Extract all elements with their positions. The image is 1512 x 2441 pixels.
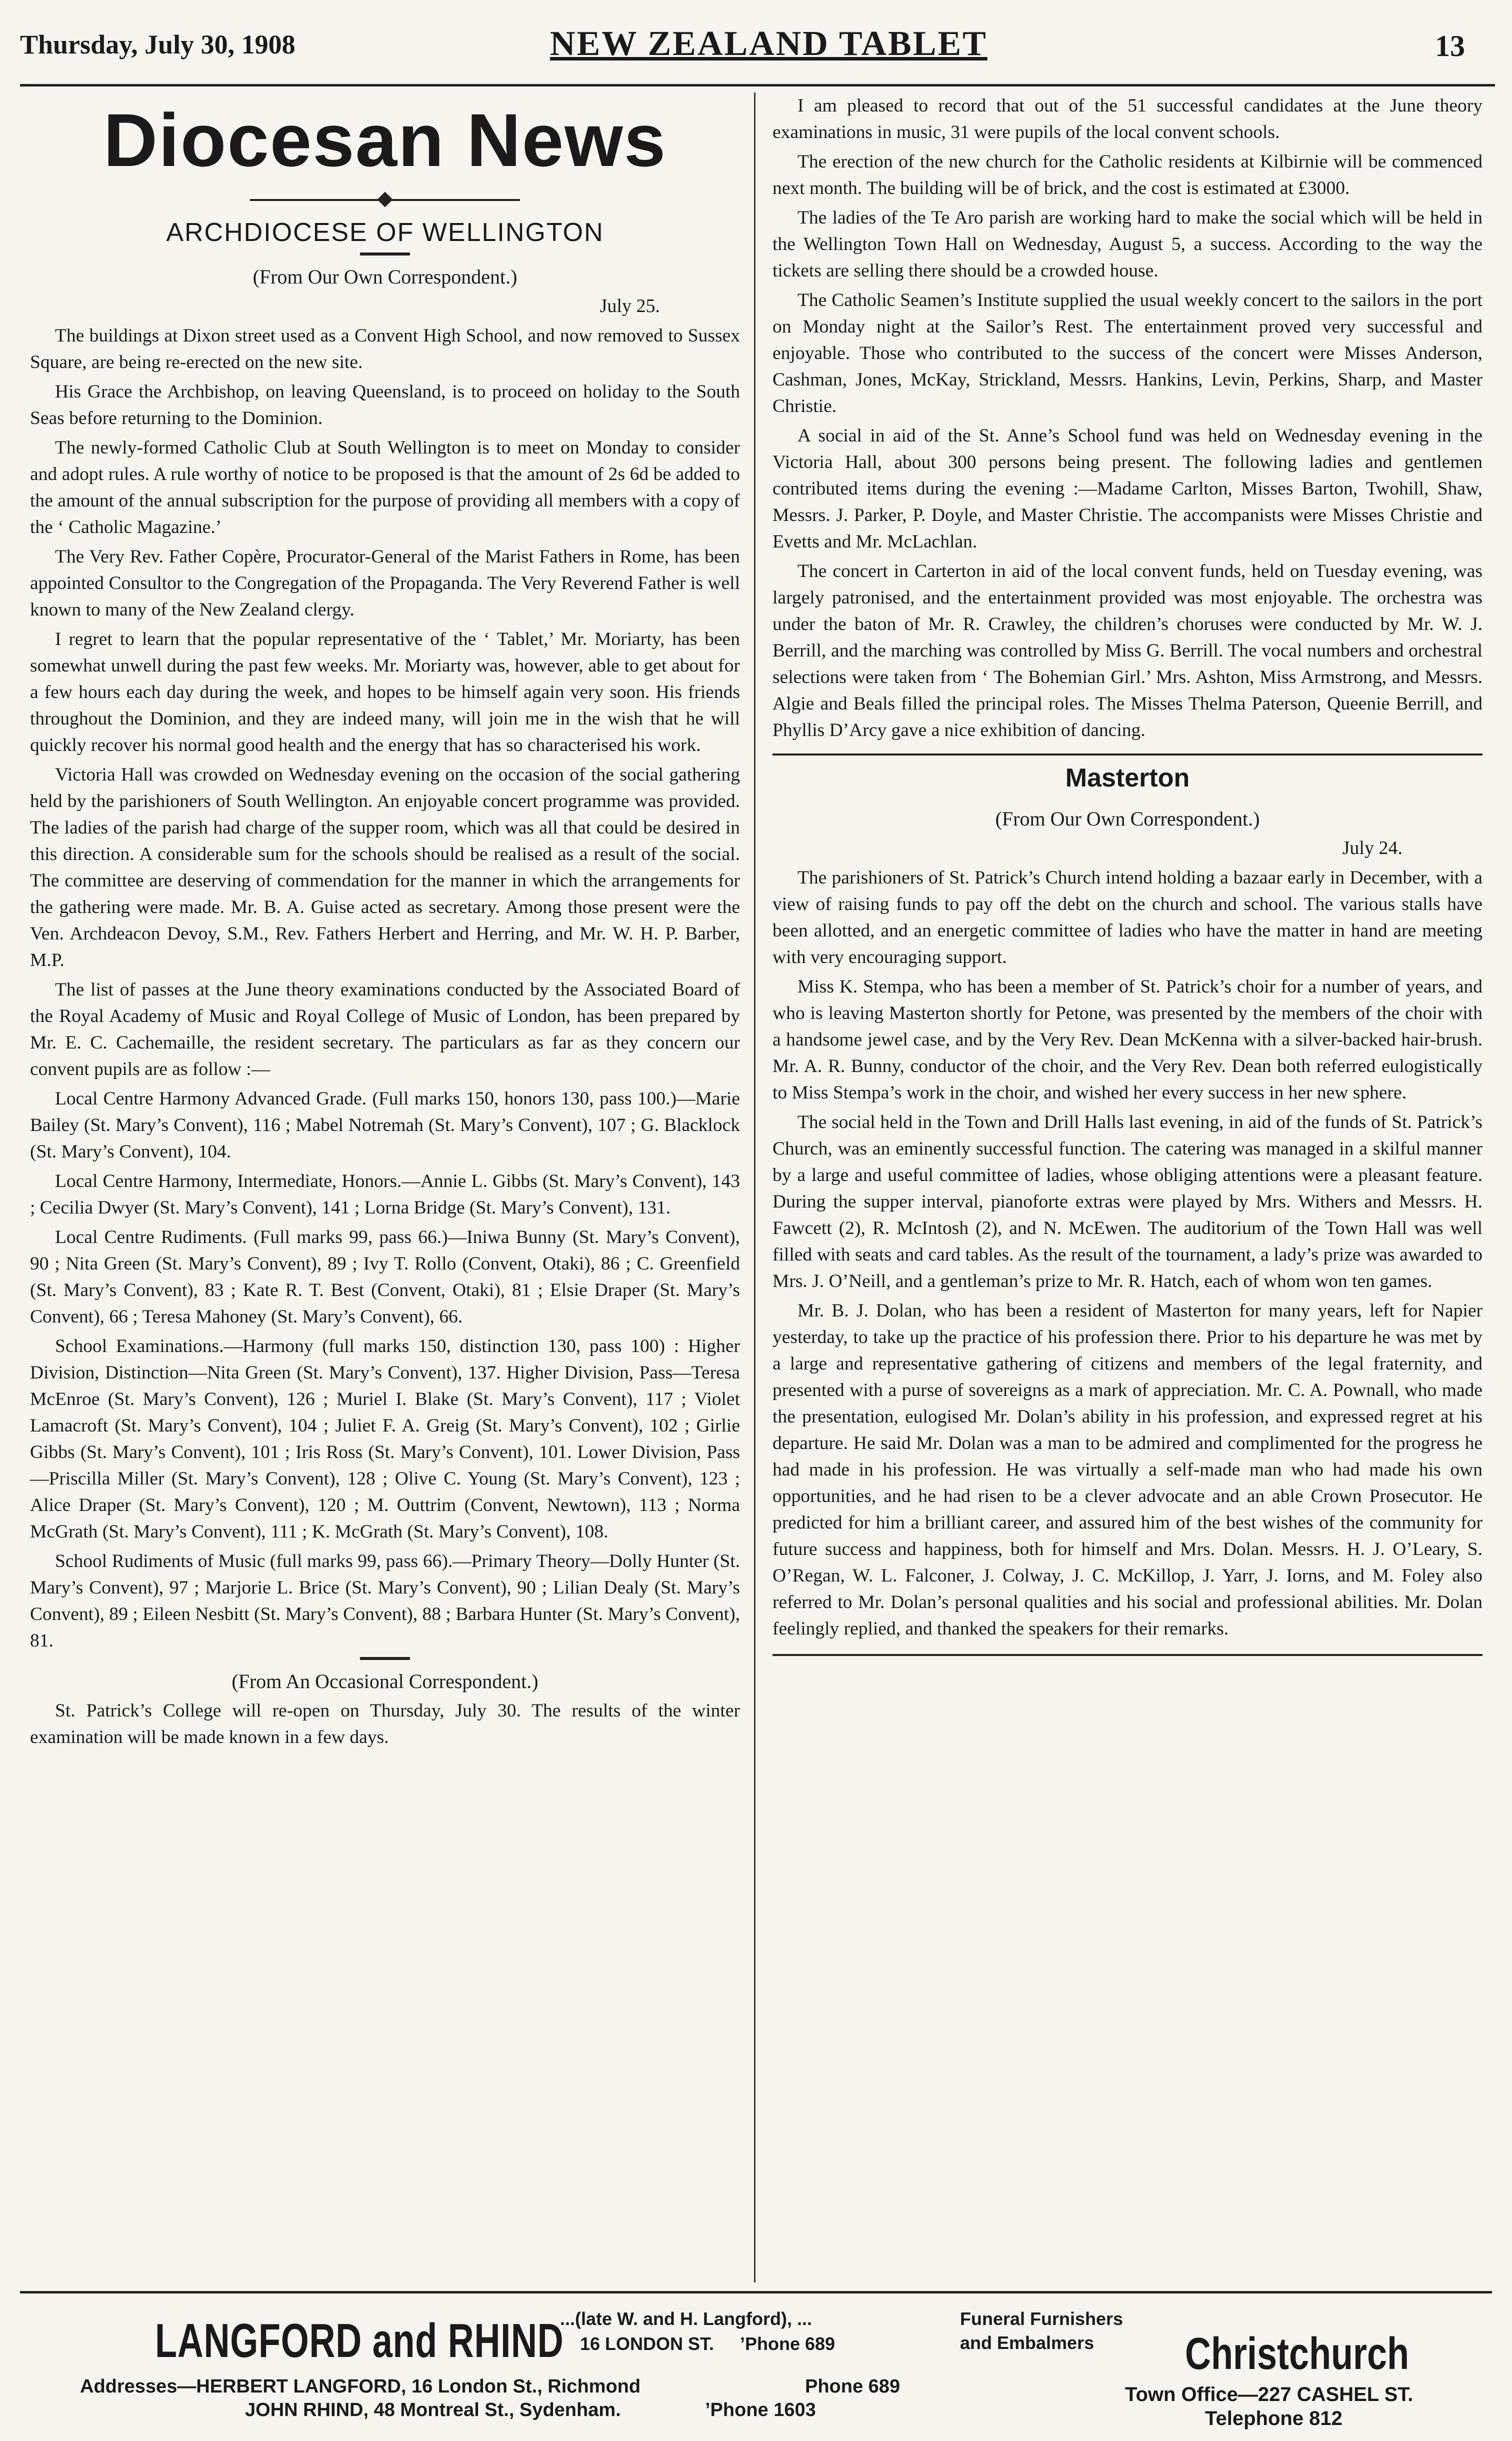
advert-city: Christchurch (1185, 2329, 1410, 2379)
correspondent-credit: (From Our Own Correspondent.) (995, 808, 1260, 830)
section-title: Diocesan News (103, 98, 667, 182)
correspondent-credit: (From Our Own Correspondent.) (252, 266, 518, 288)
advert-address: Addresses—HERBERT LANGFORD, 16 London St., Richmond (80, 2376, 641, 2397)
advert-service: and Embalmers (960, 2332, 1094, 2353)
occasional-correspondent-credit: (From An Occasional Correspondent.) (232, 1670, 538, 1692)
article-paragraph: Victoria Hall was crowded on Wednesday evening on the occasion of the social gathering held by the parishioners of South Wellington. An enjoyable concert programme was provided. The ladies of the parish had charge of the supper room, which was all that could be desired in this direction. A considerable sum for the schools should be realised as a result of the social. The committee are deserving of commendation for the manner in which the arrangements for the gathering were made. Mr. B. A. Guise acted as secretary. Among those present were the Ven. Archdeacon Devoy, S.M., Rev. Fathers Herbert and Herring, and Mr. W. H. P. Barber, M.P. (30, 764, 740, 970)
article-paragraph: The ladies of the Te Aro parish are working hard to make the social which will be held in the Wellington Town Hall on Wednesday, August 5, a success. According to the way the tickets are selling there should be a crowded house. (772, 208, 1482, 281)
archdiocese-heading: ARCHDIOCESE OF WELLINGTON (166, 218, 604, 247)
article-paragraph: The buildings at Dixon street used as a Convent High School, and now removed to Sussex Square, are being re-erected on the new site. (30, 326, 740, 372)
article-paragraph: The Catholic Seamen’s Institute supplied the usual weekly concert to the sailors in the port on Monday night at the Sailor’s Rest. The entertainment proved very successful and enjoyable. Those who contributed to the success of the concert were Misses Anderson, Cashman, Jones, McKay, Strickland, Messrs. Hankins, Levin, Perkins, Sharp, and Master Christie. (772, 290, 1482, 416)
end-rule (772, 1654, 1482, 1656)
ornament-divider (30, 192, 740, 208)
masterton-heading: Masterton (772, 754, 1482, 796)
article-paragraph: School Rudiments of Music (full marks 99, pass 66).—Primary Theory—Dolly Hunter (St. Mary’s Convent), 97 ; Marjorie L. Brice (St. Mary’s Convent), 90 ; Lilian Dealy (St. Mary’s Convent), 89 ; Eileen Nesbitt (St. Mary’s Convent), 88 ; Barbara Hunter (St. Mary’s Convent), 81. (30, 1551, 740, 1651)
article-paragraph: His Grace the Archbishop, on leaving Queensland, is to proceed on holiday to the South Seas before returning to the Dominion. (30, 382, 740, 428)
article-paragraph: Local Centre Rudiments. (Full marks 99, pass 66.)—Iniwa Bunny (St. Mary’s Convent), 90 ; Nita Green (St. Mary’s Convent), 89 ; Ivy T. Rollo (Convent, Otaki), 86 ; C. Greenfield (St. Mary’s Convent), 83 ; Kate R. T. Best (Convent, Otaki), 81 ; Elsie Draper (St. Mary’s Convent), 66 ; Teresa Mahoney (St. Mary’s Convent), 66. (30, 1227, 740, 1327)
article-paragraph: The erection of the new church for the Catholic residents at Kilbirnie will be commenced next month. The building will be of brick, and the cost is estimated at £3000. (772, 152, 1482, 198)
article-paragraph: Mr. B. J. Dolan, who has been a resident of Masterton for many years, left for Napier yesterday, to take up the practice of his profession there. Prior to his departure he was met by a large and representative gathering of citizens and members of the legal fraternity, and presented with a purse of sovereigns as a mark of appreciation. Mr. C. A. Pownall, who made the presentation, eulogised Mr. Dolan’s ability in his profession, and expressed regret at his departure. He said Mr. Dolan was a man to be admired and complimented for the progress he had made in his profession. He was virtually a self-made man who had made his own opportunities, and he had risen to be a clever advocate and an able Crown Prosecutor. He predicted for him a brilliant career, and assured him of the best wishes of the community for future success and happiness, both for himself and Mrs. Dolan. Messrs. H. J. O’Leary, S. O’Regan, W. L. Falconer, J. Colway, J. C. McKillop, J. Yarr, J. Iorns, and M. Foley also referred to Mr. Dolan’s personal qualities and his social and professional abilities. Mr. Dolan feelingly replied, and thanked the speakers for their remarks. (772, 1300, 1482, 1639)
article-paragraph: Miss K. Stempa, who has been a member of St. Patrick’s choir for a number of years, and who is leaving Masterton shortly for Petone, was presented by the members of the choir with a handsome jewel case, and by the Very Rev. Dean McKenna with a silver-backed hair-brush. Mr. A. R. Bunny, conductor of the choir, and the Very Rev. Dean both referred eulogistically to Miss Stempa’s work in the choir, and wished her every success in her new sphere. (772, 976, 1482, 1103)
advert-phone: ’Phone 1603 (705, 2400, 816, 2420)
right-column (772, 92, 1482, 1656)
article-paragraph: I regret to learn that the popular representative of the ‘ Tablet,’ Mr. Moriarty, has been somewhat unwell during the past few weeks. Mr. Moriarty was, however, able to get about for a few hours each day during the week, and hopes to be himself again very soon. His friends throughout the Dominion, and they are indeed many, will join me in the wish that he will quickly recover his normal good health and the energy that has so characterised his work. (30, 629, 740, 756)
short-divider (360, 1657, 410, 1660)
advert-street: 16 LONDON ST. (580, 2334, 714, 2354)
article-paragraph: St. Patrick’s College will re-open on Thursday, July 30. The results of the winter examination will be made known in a few days. (30, 1700, 740, 1748)
article-paragraph: A social in aid of the St. Anne’s School fund was held on Wednesday evening in the Victoria Hall, about 300 persons being present. The following ladies and gentlemen contributed items during the evening :—Madame Carlton, Misses Barton, Twohill, Shaw, Messrs. J. Parker, P. Doyle, and Master Christie. The accompanists were Misses Christie and Evetts and Mr. McLachlan. (772, 426, 1482, 552)
advert-phone: Phone 689 (805, 2376, 900, 2397)
advert-address: JOHN RHIND, 48 Montreal St., Sydenham. (245, 2400, 621, 2420)
advert-phone: ’Phone 689 (740, 2334, 836, 2354)
advertisement (20, 2291, 1492, 2438)
advert-service: Funeral Furnishers (960, 2308, 1124, 2329)
advert-town-office: Town Office—227 CASHEL ST. (1125, 2384, 1414, 2406)
dateline: July 25. (600, 296, 660, 316)
article-paragraph: The Very Rev. Father Copère, Procurator-General of the Marist Fathers in Rome, has been appointed Consultor to the Congregation of the Propaganda. The Very Reverend Father is well known to many of the New Zealand clergy. (30, 546, 740, 620)
article-paragraph: The list of passes at the June theory examinations conducted by the Associated Board of the Royal Academy of Music and Royal College of Music of London, has been prepared by Mr. E. C. Cachemaille, the resident secretary. The particulars as far as they concern our convent pupils are as follow :— (30, 980, 740, 1080)
issue-date: Thursday, July 30, 1908 (20, 30, 296, 60)
advert-predecessor: ...(late W. and H. Langford), ... (560, 2308, 812, 2329)
short-divider (360, 252, 410, 256)
dateline: July 24. (1342, 838, 1402, 858)
article-paragraph: School Examinations.—Harmony (full marks 150, distinction 130, pass 100) : Higher Division, Distinction—Nita Green (St. Mary’s Convent), 137. Higher Division, Pass—Teresa McEnroe (St. Mary’s Convent), 126 ; Muriel I. Blake (St. Mary’s Convent), 117 ; Violet Lamacroft (St. Mary’s Convent), 104 ; Juliet F. A. Greig (St. Mary’s Convent), 102 ; Girlie Gibbs (St. Mary’s Convent), 101 ; Iris Ross (St. Mary’s Convent), 101. Lower Division, Pass—Priscilla Miller (St. Mary’s Convent), 128 ; Olive C. Young (St. Mary’s Convent), 123 ; Alice Draper (St. Mary’s Convent), 120 ; M. Outtrim (Convent, Newtown), 113 ; Norma McGrath (St. Mary’s Convent), 111 ; K. McGrath (St. Mary’s Convent), 108. (30, 1336, 740, 1542)
column-rule (754, 92, 756, 2282)
article-paragraph: The parishioners of St. Patrick’s Church intend holding a bazaar early in December, with a view of raising funds to pay off the debt on the church and school. The various stalls have been allotted, and an energetic committee of ladies who have the matter in hand are meeting with very encouraging support. (772, 868, 1482, 968)
publication-title: NEW ZEALAND TABLET (550, 24, 988, 63)
advert-brand: LANGFORD and RHIND (155, 2314, 564, 2368)
article-paragraph: Local Centre Harmony Advanced Grade. (Full marks 150, honors 130, pass 100.)—Marie Bailey (St. Mary’s Convent), 116 ; Mabel Notremah (St. Mary’s Convent), 107 ; G. Blacklock (St. Mary’s Convent), 104. (30, 1088, 740, 1162)
left-column (30, 92, 740, 1754)
article-paragraph: The social held in the Town and Drill Halls last evening, in aid of the funds of St. Patrick’s Church, was an eminently successful function. The catering was managed in a skilful manner by a large and useful committee of ladies, whose obliging attentions were a pleasant feature. During the supper interval, pianoforte extras were played by Mrs. Withers and Messrs. H. Fawcett (2), R. McIntosh (2), and N. McEwen. The auditorium of the Town Hall was well filled with seats and card tables. As the result of the tournament, a lady’s prize was awarded to Mrs. J. O’Neill, and a gentleman’s prize to Mr. R. Hatch, each of whom won ten games. (772, 1112, 1482, 1292)
article-paragraph: The newly-formed Catholic Club at South Wellington is to meet on Monday to consider and adopt rules. A rule worthy of notice to be proposed is that the amount of 2s 6d be added to the amount of the annual subscription for the purpose of providing all members with a copy of the ‘ Catholic Magazine.’ (30, 438, 740, 538)
article-paragraph: Local Centre Harmony, Intermediate, Honors.—Annie L. Gibbs (St. Mary’s Convent), 143 ; Cecilia Dwyer (St. Mary’s Convent), 141 ; Lorna Bridge (St. Mary’s Convent), 131. (30, 1171, 740, 1218)
advert-telephone: Telephone 812 (1205, 2408, 1342, 2430)
article-paragraph: The concert in Carterton in aid of the local convent funds, held on Tuesday evening, was largely patronised, and the entertainment provided was most enjoyable. The orchestra was under the baton of Mr. R. Crawley, the children’s choruses were conducted by Mr. W. J. Berrill, and the marching was controlled by Miss G. Berrill. The vocal numbers and orchestral selections were taken from ‘ The Bohemian Girl.’ Mrs. Ashton, Miss Armstrong, and Messrs. Algie and Beals filled the principal roles. The Misses Thelma Paterson, Queenie Berrill, and Phyllis D’Arcy gave a nice exhibition of dancing. (772, 561, 1482, 740)
page-number: 13 (1435, 30, 1465, 62)
masthead (20, 9, 1495, 86)
article-paragraph: I am pleased to record that out of the 51 successful candidates at the June theory examinations in music, 31 were pupils of the local convent schools. (772, 96, 1482, 142)
